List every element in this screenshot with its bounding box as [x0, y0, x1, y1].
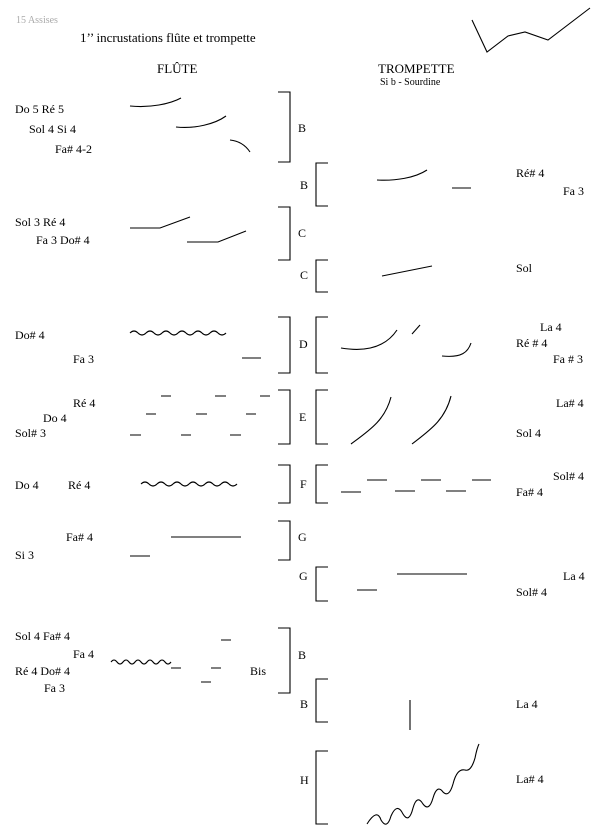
flute-note-label: Sol# 3: [15, 426, 47, 440]
trumpet-note-label: Sol: [516, 261, 533, 275]
page-label: 15 Assises: [16, 15, 58, 26]
bracket-b1: [278, 92, 290, 162]
flute-f-trill: [141, 482, 237, 486]
bracket-g2: [316, 567, 328, 601]
trumpet-h-wavy: [367, 744, 479, 824]
flute-bis-trill: [111, 660, 171, 664]
flute-c-gesture-2: [187, 231, 246, 242]
trumpet-note-label: Sol 4: [516, 426, 542, 440]
flute-e-dashes: [130, 396, 270, 435]
trumpet-note-label: Fa # 3: [553, 352, 583, 366]
trumpet-e-curve-1: [351, 397, 391, 444]
flute-note-label: Fa 4: [73, 647, 94, 661]
flute-note-label: Do# 4: [15, 328, 45, 342]
trumpet-f-dashes: [341, 480, 491, 492]
trumpet-note-label: La 4: [540, 320, 562, 334]
flute-note-label: Do 5 Ré 5: [15, 102, 64, 116]
bracket-g1: [278, 521, 290, 560]
flute-note-label: Sol 3 Ré 4: [15, 215, 66, 229]
flute-note-label: Fa 3: [44, 681, 65, 695]
header-gesture-line: [472, 8, 590, 52]
flute-d-trill: [130, 331, 226, 335]
trumpet-column-label: TROMPETTE: [378, 61, 455, 76]
flute-b-gesture-1: [130, 98, 181, 107]
trumpet-note-label: Fa# 4: [516, 485, 543, 499]
flute-note-label: Do 4: [43, 411, 67, 425]
flute-note-label: Ré 4: [68, 478, 91, 492]
trumpet-b-gesture: [377, 170, 427, 180]
bracket-h: [316, 751, 328, 824]
section-label-c: C: [300, 268, 309, 282]
trumpet-note-label: La 4: [563, 569, 585, 583]
section-label-b: B: [300, 697, 309, 711]
section-label-b: B: [300, 178, 309, 192]
bracket-c2: [316, 260, 328, 292]
flute-note-label: Si 3: [15, 548, 35, 562]
bis-label: Bis: [250, 664, 267, 678]
bracket-b4: [316, 679, 328, 722]
bracket-d: [278, 317, 290, 373]
trumpet-note-label: La 4: [516, 697, 538, 711]
bracket-f: [278, 465, 290, 503]
flute-note-label: Fa 3: [73, 352, 94, 366]
trumpet-note-label: Fa 3: [563, 184, 584, 198]
flute-c-gesture-1: [130, 217, 190, 228]
trumpet-note-label: La# 4: [556, 396, 584, 410]
trumpet-note-label: Ré # 4: [516, 336, 548, 350]
trumpet-note-label: La# 4: [516, 772, 544, 786]
flute-note-label: Fa# 4-2: [55, 142, 92, 156]
section-label-b: B: [298, 121, 307, 135]
flute-note-label: Sol 4 Fa# 4: [15, 629, 71, 643]
flute-bis-dashes: [171, 640, 231, 682]
trumpet-d-gesture-3: [442, 343, 471, 356]
section-label-g: G: [298, 530, 307, 544]
trumpet-d-gesture-2: [412, 325, 420, 334]
bracket-f-trumpet: [316, 465, 328, 503]
flute-b-gesture-2: [176, 116, 226, 127]
flute-note-label: Ré 4: [73, 396, 96, 410]
flute-note-label: Sol 4 Si 4: [29, 122, 77, 136]
section-label-d: D: [299, 337, 308, 351]
section-label-h: H: [300, 773, 309, 787]
trumpet-note-label: Sol# 4: [516, 585, 548, 599]
section-label-b: B: [298, 648, 307, 662]
bracket-d-trumpet: [316, 317, 328, 373]
trumpet-c-line: [382, 266, 432, 276]
section-label-c: C: [298, 226, 307, 240]
bracket-e-trumpet: [316, 390, 328, 444]
flute-column-label: FLÛTE: [157, 61, 198, 76]
bracket-b2: [316, 163, 328, 206]
trumpet-subtitle: Si b - Sourdine: [380, 77, 441, 88]
flute-note-label: Do 4: [15, 478, 39, 492]
trumpet-d-gesture-1: [341, 330, 397, 349]
flute-note-label: Fa# 4: [66, 530, 93, 544]
flute-b-gesture-3: [230, 140, 250, 152]
page-title: 1’’ incrustations flûte et trompette: [80, 30, 256, 45]
trumpet-e-curve-2: [412, 396, 451, 444]
trumpet-note-label: Ré# 4: [516, 166, 545, 180]
section-label-f: F: [300, 477, 307, 491]
bracket-b3: [278, 628, 290, 693]
section-label-e: E: [299, 410, 307, 424]
section-label-g: G: [299, 569, 308, 583]
trumpet-note-label: Sol# 4: [553, 469, 585, 483]
flute-note-label: Ré 4 Do# 4: [15, 664, 70, 678]
bracket-e: [278, 390, 290, 444]
bracket-c1: [278, 207, 290, 260]
flute-note-label: Fa 3 Do# 4: [36, 233, 90, 247]
